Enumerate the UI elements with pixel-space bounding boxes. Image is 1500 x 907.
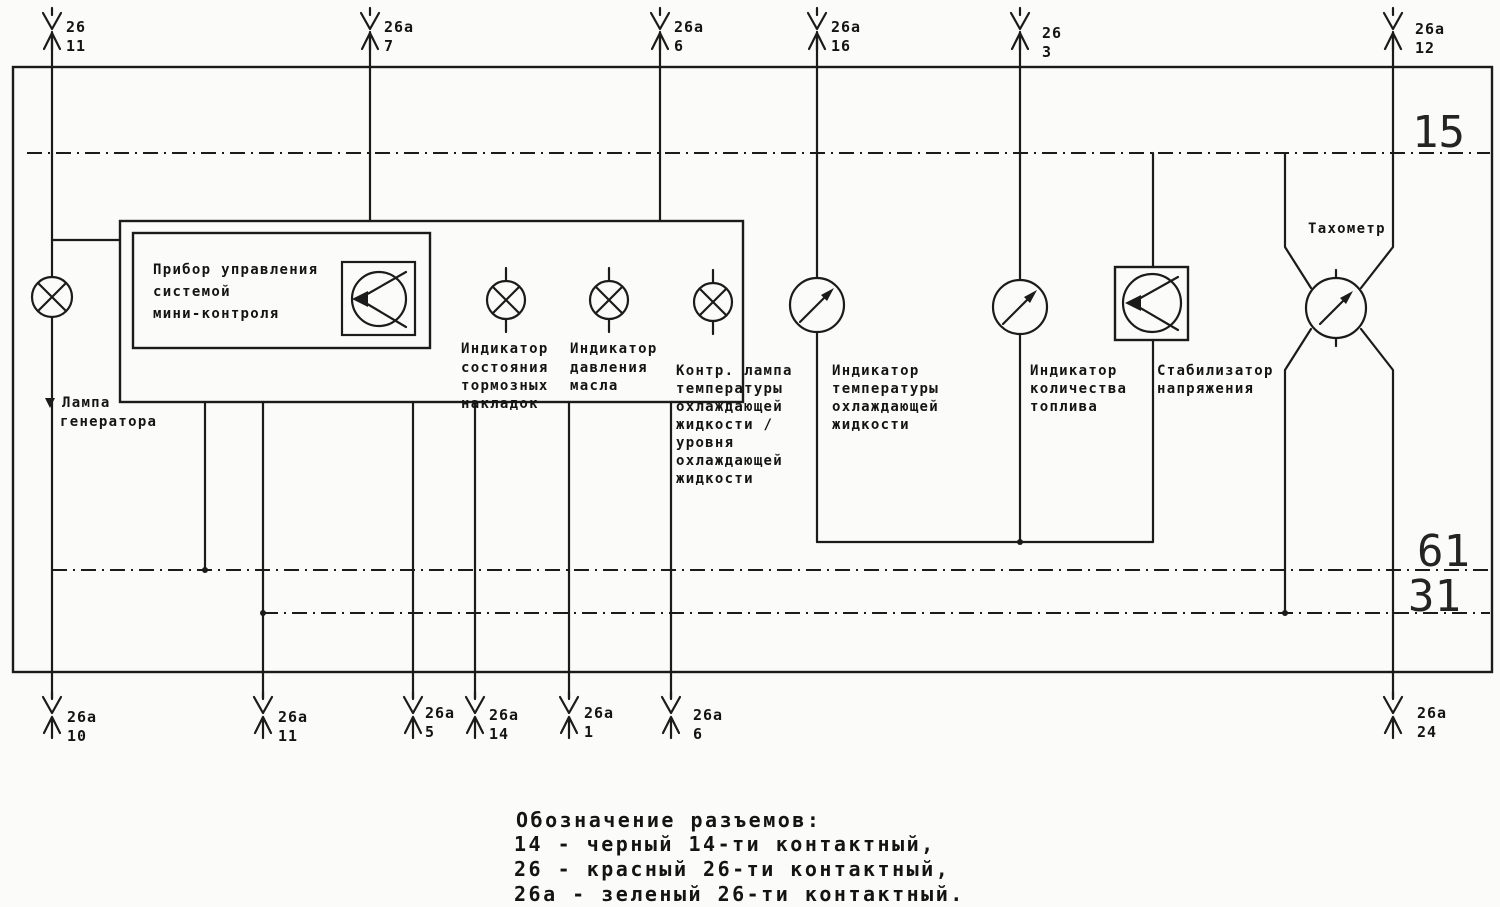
wire-tachometer-right [1361,32,1393,698]
component-label: генератора [60,414,158,430]
component-label: Контр. лампа [676,363,793,379]
legend-line: Обозначение разъемов: [516,808,822,832]
lamp-cross-icon [700,289,726,315]
junction-dot [1017,539,1023,545]
connector-icon [43,692,61,738]
component-label: топлива [1030,399,1099,415]
connector-name: 26а [384,18,415,36]
connector-icon [1011,8,1029,50]
component-label: давления [570,360,648,376]
connector-name: 26а [1415,20,1446,38]
connector-name: 26а [425,704,456,722]
legend-line: 26а - зеленый 26-ти контактный. [514,882,965,906]
connectors-top [43,8,1445,61]
component-label: охлаждающей [832,399,940,415]
connector-icon [361,8,379,50]
connectors-bottom [43,692,1447,745]
component-label: жидкости [832,417,910,433]
connector-icon [560,692,578,738]
component-label: состояния [461,360,549,376]
component-tachometer [1306,221,1386,346]
connector-icon [662,692,680,738]
component-brake-pad-indicator [461,268,549,412]
connector-icon [254,692,272,738]
component-label: мини-контроля [153,306,280,322]
connector-name: 26а [584,704,615,722]
component-label: Прибор управления [153,262,319,278]
lamp-cross-icon [38,283,66,311]
connector-name: 26а [674,18,705,36]
component-label: количества [1030,381,1128,397]
connector-pin: 16 [831,37,852,55]
gauge-needle-line [1320,300,1344,324]
component-label: напряжения [1157,381,1255,397]
junction-dot [260,610,266,616]
gauge-lines-icon [1137,277,1178,330]
connector-top-1 [43,8,86,55]
component-voltage-stabilizer [1115,267,1274,397]
component-generator-lamp [32,277,157,430]
connector-top-5 [1011,8,1062,61]
junction-dot [1282,610,1288,616]
connector-name: 26а [1417,704,1448,722]
connector-pin: 6 [693,725,704,743]
connector-top-6 [1384,8,1445,57]
connector-top-3 [651,8,704,55]
connector-pin: 10 [67,727,88,745]
component-label: уровня [676,435,735,451]
connector-icon [651,8,669,50]
connector-icon [43,8,61,50]
component-label: Индикатор [461,341,549,357]
connector-pin: 1 [584,723,595,741]
junction-dot [202,567,208,573]
gauge-needle-line [800,298,824,322]
connector-name: 26а [67,708,98,726]
connector-name: 26 [66,18,87,36]
connector-top-4 [808,8,861,55]
lamp-cross-icon [596,287,622,313]
connector-bottom-7 [1384,692,1447,741]
connector-pin: 24 [1417,723,1438,741]
connector-name: 26а [693,706,724,724]
legend-block [514,808,965,906]
component-label: жидкости / [676,417,774,433]
component-label: Индикатор [570,341,658,357]
connector-pin: 5 [425,723,436,741]
component-fuel-level-indicator [993,280,1127,415]
connector-icon [404,692,422,738]
connector-bottom-5 [560,692,614,741]
component-control-unit [120,221,743,402]
component-label: Стабилизатор [1157,363,1274,379]
component-label: Тахометр [1308,221,1386,237]
component-label: охлаждающей [676,399,784,415]
component-label: жидкости [676,471,754,487]
component-label: охлаждающей [676,453,784,469]
connector-icon [1384,692,1402,738]
connector-bottom-2 [254,692,308,745]
connector-bottom-4 [466,692,519,743]
connector-pin: 6 [674,37,685,55]
lamp-cross-icon [493,287,519,313]
component-label: температуры [832,381,940,397]
connector-bottom-1 [43,692,97,745]
connector-pin: 7 [384,37,395,55]
component-label: Индикатор [832,363,920,379]
connector-bottom-6 [662,692,723,743]
connector-pin: 11 [66,37,87,55]
component-label: температуры [676,381,784,397]
bus-label-31: 31 [1408,571,1461,622]
component-coolant-temp-indicator [790,278,939,433]
component-label: Индикатор [1030,363,1118,379]
gauge-needle-icon [1125,295,1141,311]
gauge-needle-icon [352,291,368,307]
component-label: тормозных [461,378,549,394]
bus-label-15: 15 [1412,107,1465,158]
component-label: масла [570,378,619,394]
connector-bottom-3 [404,692,455,741]
connector-name: 26а [831,18,862,36]
bus-label-61: 61 [1417,526,1470,577]
wire-generator-lamp [52,32,120,698]
connector-icon [808,8,826,50]
connector-pin: 11 [278,727,299,745]
legend-line: 14 - черный 14-ти контактный, [514,832,936,856]
connector-top-2 [361,8,414,55]
component-label: Лампа [62,395,111,411]
label-pointer-icon [45,398,55,408]
component-label: накладок [461,396,539,412]
component-oil-pressure-indicator [570,268,658,394]
legend-line: 26 - красный 26-ти контактный, [514,857,951,881]
gauge-needle-line [1003,300,1027,324]
connector-pin: 3 [1042,43,1053,61]
component-coolant-warning-lamp [676,270,793,487]
connector-name: 26 [1042,24,1063,42]
connector-pin: 14 [489,725,510,743]
connector-icon [466,692,484,738]
connector-pin: 12 [1415,39,1436,57]
connector-icon [1384,8,1402,50]
connector-name: 26а [489,706,520,724]
component-label: системой [153,284,231,300]
connector-name: 26а [278,708,309,726]
